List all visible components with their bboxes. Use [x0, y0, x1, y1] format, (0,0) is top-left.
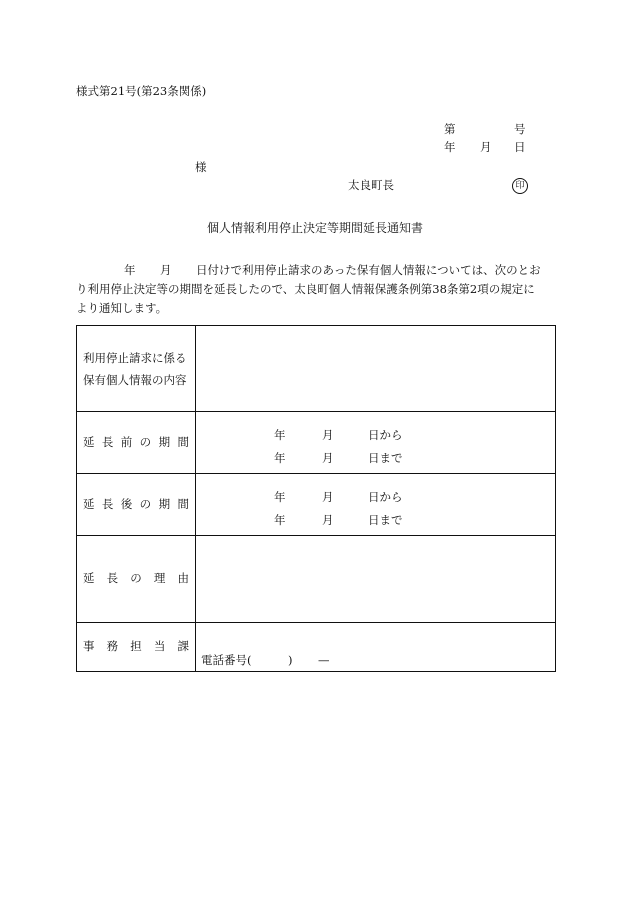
seal-mark: 印 [512, 178, 528, 194]
label-content-line2: 保有個人情報の内容 [83, 372, 187, 387]
body-line-1: 日付けで利用停止請求のあった保有個人情報については、次のとお [196, 263, 541, 277]
table-row-department [77, 623, 556, 672]
table-row-before-period [77, 412, 556, 474]
after-period-cell[interactable]: 年 月 日から 年 月 日まで [196, 474, 556, 536]
sender-name: 太良町長 [348, 178, 394, 192]
label-cell-department: 事 務 担 当 課 [77, 623, 196, 672]
date-month: 月 [480, 140, 492, 154]
phone-dash: — [318, 653, 330, 667]
body-line-2: り利用停止決定等の期間を延長したので、太良町個人情報保護条例第38条第2項の規定に [76, 282, 535, 296]
form-number: 様式第21号(第23条関係) [76, 84, 207, 98]
label-cell-content [77, 326, 196, 412]
department-cell[interactable] [196, 623, 556, 672]
addressee-suffix: 様 [195, 160, 207, 174]
label-cell-reason: 延 長 の 理 由 [77, 536, 196, 623]
table-row-after-period [77, 474, 556, 536]
label-cell-before-period: 延 長 前 の 期 間 [77, 412, 196, 474]
doc-number-prefix: 第 [444, 122, 456, 136]
doc-number-suffix: 号 [514, 122, 526, 136]
reason-input-cell[interactable] [196, 536, 556, 623]
date-year: 年 [444, 140, 456, 154]
table-row-reason [77, 536, 556, 623]
extension-form-table [76, 325, 556, 672]
date-day: 日 [514, 140, 526, 154]
document-title: 個人情報利用停止決定等期間延長通知書 [206, 221, 423, 235]
label-cell-after-period: 延 長 後 の 期 間 [77, 474, 196, 536]
label-content-line1: 利用停止請求に係る [83, 350, 187, 365]
before-period-cell[interactable]: 年 月 日から 年 月 日まで [196, 412, 556, 474]
body-month: 月 [160, 263, 172, 277]
content-input-cell[interactable] [196, 326, 556, 412]
body-line-3: より通知します。 [76, 301, 168, 315]
phone-label: 電話番号( [201, 653, 252, 667]
table-row-content [77, 326, 556, 412]
body-year: 年 [124, 263, 136, 277]
phone-close-paren: ) [288, 653, 293, 667]
